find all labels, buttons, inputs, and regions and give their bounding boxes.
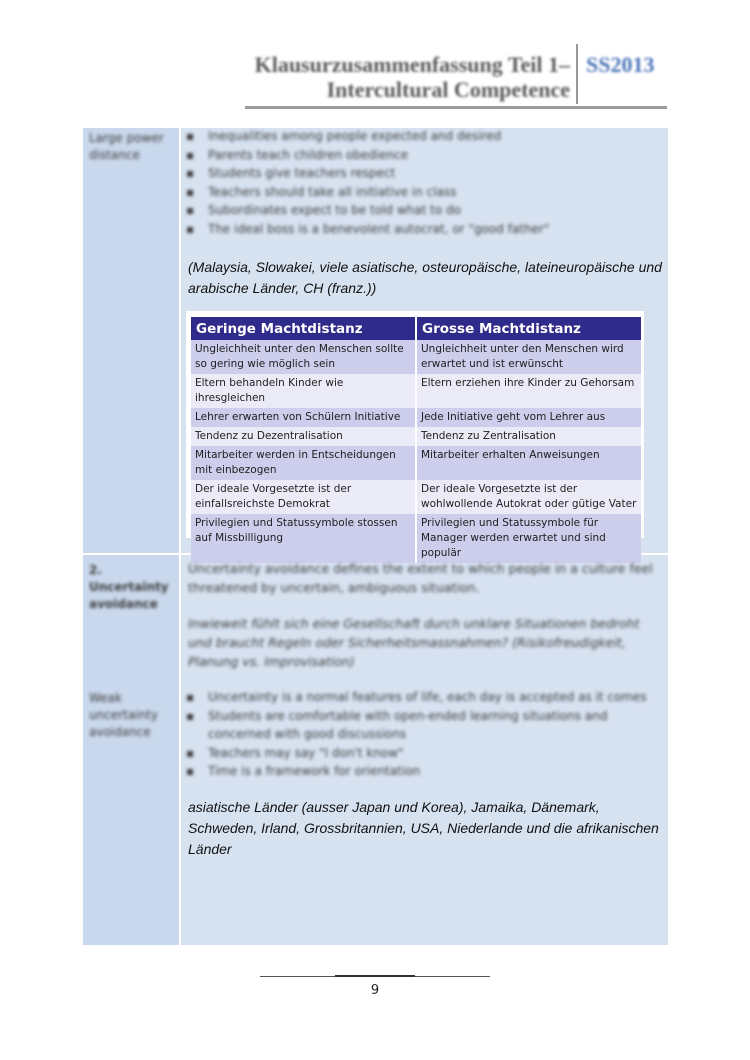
table-row — [191, 446, 641, 480]
table-cell: Eltern erziehen ihre Kinder zu Gehorsam — [415, 374, 641, 408]
weak-uncertainty-countries: asiatische Länder (ausser Japan und Korea), Jamaika, Dänemark, Schweden, Irland, Grossbritannien, USA, Niederlande und die afrikanischen Länder — [188, 799, 659, 857]
list-item: ▪ Students give teachers respect — [186, 164, 549, 183]
title-line-1: Klausurzusammenfassung Teil 1– — [254, 52, 570, 77]
weak-uncertainty-label: Weak uncertainty avoidance — [89, 691, 158, 739]
list-item: ▪ Inequalities among people expected and desired — [186, 127, 549, 146]
table-header-high: Grosse Machtdistanz — [415, 317, 641, 340]
power-distance-countries: (Malaysia, Slowakei, viele asiatische, osteuropäische, lateineuropäische und arabische Länder, CH (franz.)) — [188, 259, 662, 296]
uncertainty-definition: Uncertainty avoidance defines the extent to which people in a culture feel threatened by uncertain, ambiguous situation. — [188, 561, 653, 595]
machtdistanz-table — [191, 317, 641, 563]
table-cell: Der ideale Vorgesetzte ist der wohlwollende Autokrat oder gütige Vater — [415, 480, 641, 514]
table-cell: Ungleichheit unter den Menschen wird erwartet und ist erwünscht — [415, 340, 641, 374]
uncertainty-question: Inwieweit fühlt sich eine Gesellschaft durch unklare Situationen bedroht und braucht Regeln oder Sicherheitsmassnahmen? (Risikofreudigkeit, Planung vs. Improvisation) — [188, 616, 640, 669]
table-row — [191, 340, 641, 374]
table-cell: Mitarbeiter werden in Entscheidungen mit einbezogen — [191, 446, 415, 480]
list-item: ▪ Subordinates expect to be told what to do — [186, 201, 549, 220]
table-row — [191, 514, 641, 563]
list-item: ▪ Teachers may say "I don't know" — [186, 744, 656, 763]
list-item: ▪ Parents teach children obedience — [186, 146, 549, 165]
footer-rule-accent — [335, 975, 415, 977]
page-header — [0, 0, 750, 115]
table-cell: Lehrer erwarten von Schülern Initiative — [191, 408, 415, 427]
table-header-low: Geringe Machtdistanz — [191, 317, 415, 340]
table-row — [191, 374, 641, 408]
list-item: ▪ Time is a framework for orientation — [186, 762, 656, 781]
table-cell: Tendenz zu Zentralisation — [415, 427, 641, 446]
header-separator — [576, 44, 578, 104]
table-cell: Mitarbeiter erhalten Anweisungen — [415, 446, 641, 480]
table-cell: Der ideale Vorgesetzte ist der einfallsreichste Demokrat — [191, 480, 415, 514]
table-cell: Privilegien und Statussymbole stossen auf Missbilligung — [191, 514, 415, 563]
weak-uncertainty-bullets — [186, 688, 656, 781]
term-label: SS2013 — [586, 52, 655, 77]
uncertainty-avoidance-label: 2. Uncertainty avoidance — [89, 563, 169, 611]
list-item: ▪ Teachers should take all initiative in class — [186, 183, 549, 202]
power-distance-bullets — [186, 127, 549, 238]
table-cell: Eltern behandeln Kinder wie ihresgleichen — [191, 374, 415, 408]
table-row — [191, 480, 641, 514]
label-column — [83, 128, 179, 945]
table-row — [191, 408, 641, 427]
table-row — [191, 427, 641, 446]
header-rule — [245, 106, 667, 109]
table-cell: Privilegien und Statussymbole für Manager werden erwartet und sind populär — [415, 514, 641, 563]
document-title — [255, 52, 570, 102]
table-cell: Ungleichheit unter den Menschen sollte so gering wie möglich sein — [191, 340, 415, 374]
table-cell: Jede Initiative geht vom Lehrer aus — [415, 408, 641, 427]
page-number: 9 — [370, 983, 380, 998]
list-item: ▪ Uncertainty is a normal features of life, each day is accepted as it comes — [186, 688, 656, 707]
list-item: ▪ The ideal boss is a benevolent autocrat, or "good father" — [186, 220, 549, 239]
list-item: ▪ Students are comfortable with open-ended learning situations and concerned with good discussions — [186, 707, 656, 744]
power-distance-label: Large power distance — [89, 131, 164, 162]
table-cell: Tendenz zu Dezentralisation — [191, 427, 415, 446]
title-line-2: Intercultural Competence — [326, 77, 570, 102]
